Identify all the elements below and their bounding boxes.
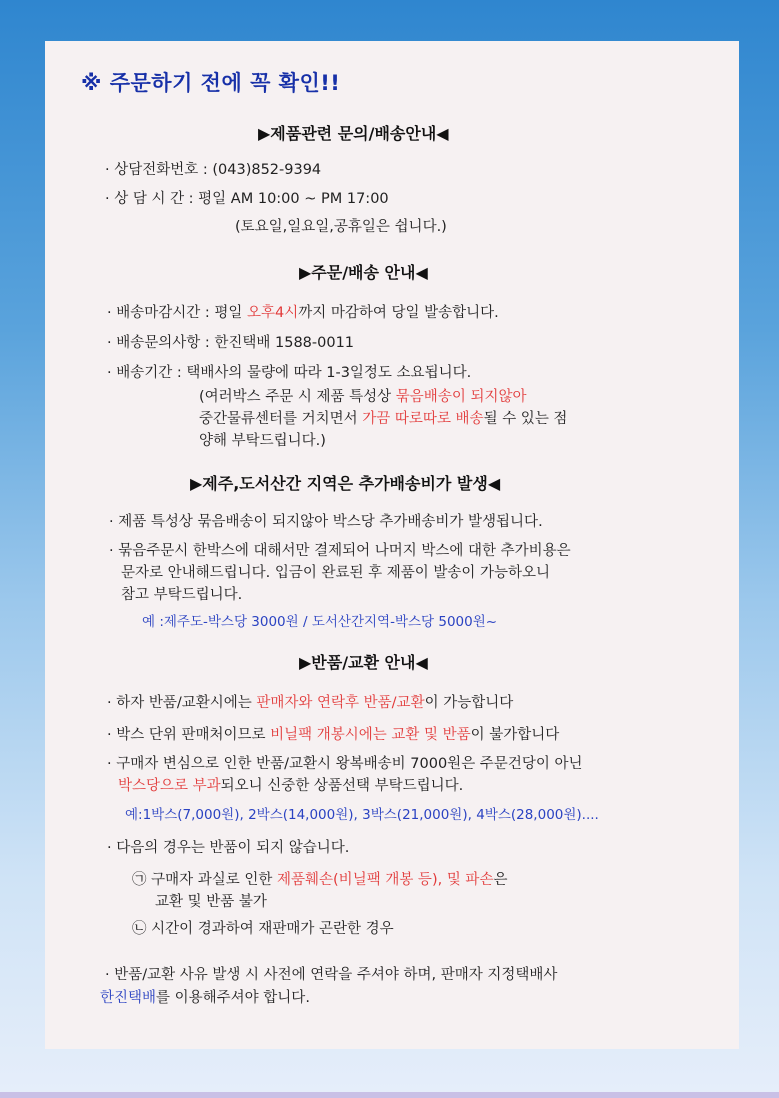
cutoff-line bbox=[107, 301, 499, 322]
returns-4-text: 되오니 신중한 상품선택 부탁드립니다. bbox=[220, 778, 464, 794]
case-2: ㉡ 시간이 경과하여 재판매가 곤란한 경우 bbox=[132, 921, 394, 937]
note1-text: (여러박스 주문 시 제품 특성상 bbox=[199, 389, 396, 405]
returns-1-highlight: 판매자와 연락후 반품/교환 bbox=[256, 695, 425, 711]
islands-fee-example: 예 :제주도-박스당 3000원 / 도서산간지역-박스당 5000원~ bbox=[142, 614, 498, 630]
cutoff-suffix: 까지 마감하여 당일 발송합니다. bbox=[298, 305, 499, 321]
note1-highlight: 묶음배송이 되지않아 bbox=[395, 389, 527, 405]
returns-2-text: · 박스 단위 판매처이므로 bbox=[107, 727, 271, 743]
period-note-2 bbox=[199, 407, 567, 428]
note2-suffix: 될 수 있는 점 bbox=[483, 411, 568, 427]
section-heading-shipping: ▶주문/배송 안내◀ bbox=[299, 263, 428, 282]
inquiry-line: · 배송문의사항 : 한진택배 1588-0011 bbox=[107, 335, 355, 351]
returns-2-suffix: 이 불가합니다 bbox=[470, 727, 560, 743]
period-note-3: 양해 부탁드립니다.) bbox=[199, 433, 326, 449]
returns-line-1 bbox=[107, 691, 513, 712]
section-heading-returns: ▶반품/교환 안내◀ bbox=[299, 653, 428, 672]
note2-highlight: 가끔 따로따로 배송 bbox=[362, 411, 484, 427]
returns-line-2 bbox=[107, 723, 559, 744]
returns-1-text: · 하자 반품/교환시에는 bbox=[107, 695, 257, 711]
islands-line-4: 참고 부탁드립니다. bbox=[121, 587, 243, 603]
returns-line-5: · 다음의 경우는 반품이 되지 않습니다. bbox=[107, 840, 350, 856]
footer-2-text: 를 이용해주셔야 합니다. bbox=[156, 990, 310, 1006]
note2-text: 중간물류센터를 거치면서 bbox=[199, 411, 363, 427]
period-note-1 bbox=[199, 385, 526, 406]
case-1-line-2: 교환 및 반품 불가 bbox=[155, 894, 267, 910]
case-1-text: ㉠ 구매자 과실로 인한 bbox=[132, 872, 277, 888]
returns-fee-example: 예:1박스(7,000원), 2박스(14,000원), 3박스(21,000원), 4박스(28,000원).... bbox=[125, 807, 599, 823]
returns-1-suffix: 이 가능합니다 bbox=[424, 695, 514, 711]
case-1-suffix: 은 bbox=[493, 872, 508, 888]
courier-name: 한진택배 bbox=[100, 990, 157, 1006]
islands-line-3: 문자로 안내해드립니다. 입금이 완료된 후 제품이 발송이 가능하오니 bbox=[121, 565, 551, 581]
case-1 bbox=[132, 868, 507, 889]
cutoff-prefix: · 배송마감시간 : 평일 bbox=[107, 305, 247, 321]
phone-line: · 상담전화번호 : (043)852-9394 bbox=[105, 162, 322, 178]
cutoff-time: 오후4시 bbox=[247, 305, 299, 321]
page-title: ※ 주문하기 전에 꼭 확인!! bbox=[81, 71, 341, 95]
notice-panel bbox=[45, 41, 739, 1049]
islands-line-2: · 묶음주문시 한박스에 대해서만 결제되어 나머지 박스에 대한 추가비용은 bbox=[109, 543, 571, 559]
footer-line-1: · 반품/교환 사유 발생 시 사전에 연락을 주셔야 하며, 판매자 지정택배사 bbox=[105, 967, 558, 983]
bottom-border bbox=[0, 1092, 779, 1098]
section-heading-inquiry: ▶제품관련 문의/배송안내◀ bbox=[258, 124, 449, 143]
period-line: · 배송기간 : 택배사의 물량에 따라 1-3일정도 소요됩니다. bbox=[107, 365, 472, 381]
islands-line-1: · 제품 특성상 묶음배송이 되지않아 박스당 추가배송비가 발생됩니다. bbox=[109, 514, 543, 530]
returns-4-highlight: 박스당으로 부과 bbox=[118, 778, 221, 794]
section-heading-islands: ▶제주,도서산간 지역은 추가배송비가 발생◀ bbox=[190, 474, 501, 493]
case-1-highlight: 제품훼손(비닐팩 개봉 등), 및 파손 bbox=[277, 872, 494, 888]
hours-line: · 상 담 시 간 : 평일 AM 10:00 ~ PM 17:00 bbox=[105, 191, 389, 207]
closed-days: (토요일,일요일,공휴일은 쉽니다.) bbox=[235, 219, 447, 235]
returns-line-4 bbox=[118, 774, 463, 795]
returns-2-highlight: 비닐팩 개봉시에는 교환 및 반품 bbox=[270, 727, 471, 743]
footer-line-2 bbox=[100, 986, 310, 1007]
returns-line-3: · 구매자 변심으로 인한 반품/교환시 왕복배송비 7000원은 주문건당이 아닌 bbox=[107, 756, 583, 772]
